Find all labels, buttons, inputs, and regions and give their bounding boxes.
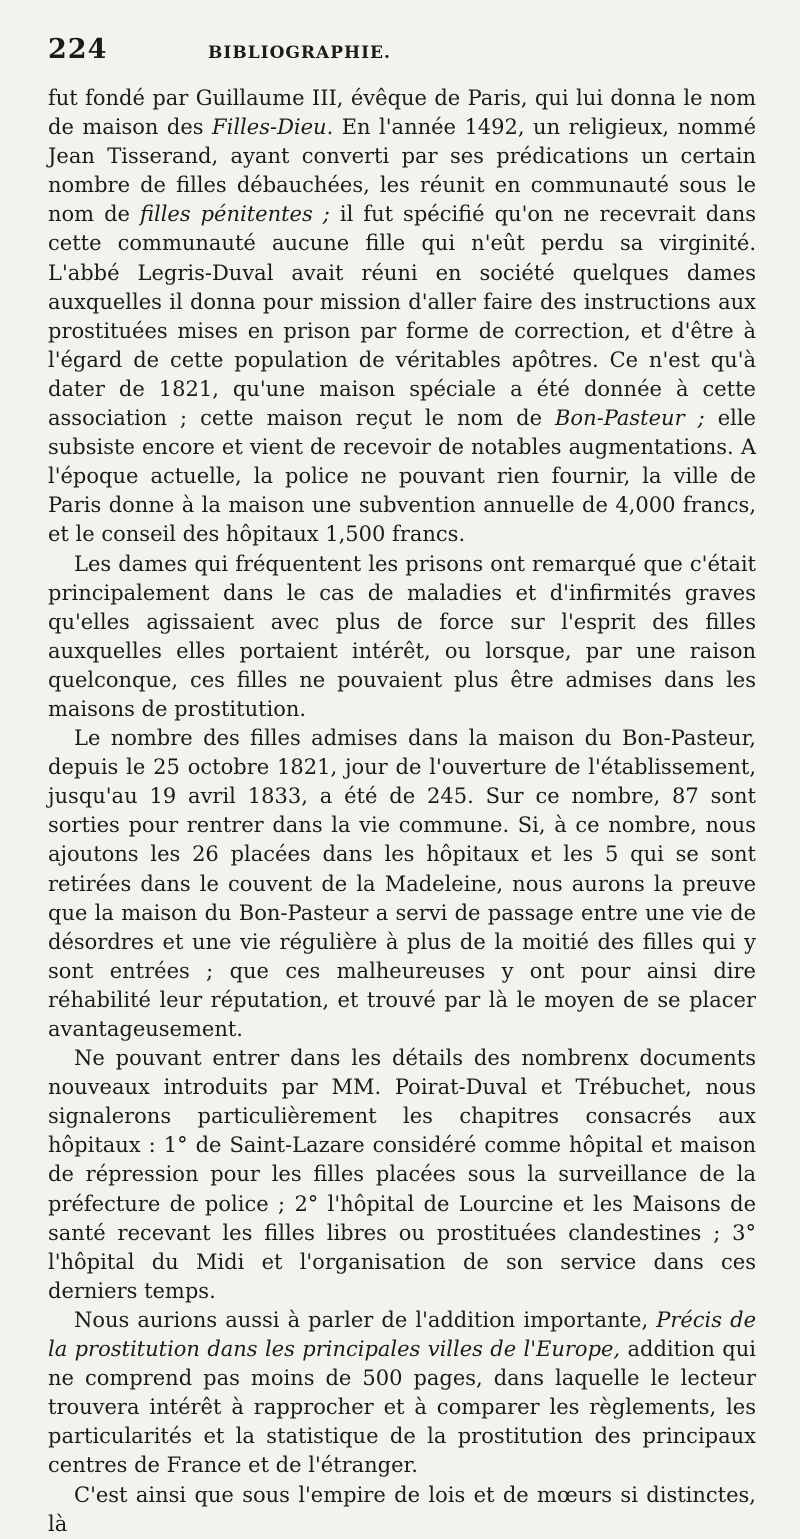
- paragraph-4: [48, 1044, 756, 1306]
- page-number: 224: [48, 34, 108, 65]
- paragraph-1: [48, 84, 756, 550]
- body-text: [48, 84, 756, 1539]
- paragraph-5: [48, 1306, 756, 1481]
- text-run: En l'année 1492, un religieux, nommé Jean Tisserand, ayant converti par ses prédications un certain nombre de filles débauchées, les réunit en communauté sous le nom de: [48, 115, 756, 227]
- italic-text: Précis de la prostitution dans les principales villes de l'Europe,: [48, 1307, 756, 1362]
- paragraph-3: [48, 724, 756, 1044]
- paragraph-6: [48, 1481, 756, 1539]
- text-run: Le nombre des filles admises dans la maison du Bon-Pasteur, depuis le 25 octobre 1821, jour de l'ouverture de l'établissement, jusqu'au 19 avril 1833, a été de 245. Sur ce nombre, 87 sont sorties pour rentrer dans la vie commune. Si, à ce nombre, nous ajoutons les 26 placées dans les hôpitaux et les 5 qui se sont retirées dans le couvent de la Madeleine, nous aurons la preuve que la maison du Bon-Pasteur a servi de passage entre une vie de désordres et une vie régulière à plus de la moitié des filles qui y sont entrées ; que ces malheureuses y ont pour ainsi dire réhabilité leur réputation, et trouvé par là le moyen de se placer avantageusement.: [48, 726, 756, 1041]
- text-run: il fut spécifié qu'on ne recevrait dans cette communauté aucune fille qui n'eût perdu sa virginité. L'abbé Legris-Duval avait réuni en société quelques dames auxquelles il donna pour mission d'aller faire des instructions aux prostituées mises en prison par forme de correction, et d'être à l'égard de cette population de véritables apôtres. Ce n'est qu'à dater de 1821, qu'une maison spéciale a été donnée à cette association ; cette maison reçut le nom de: [48, 202, 756, 431]
- page-header: [48, 34, 756, 80]
- text-run: Ne pouvant entrer dans les détails des nombrenx documents nouveaux introduits par MM. Poirat-Duval et Trébuchet, nous signalerons particulièrement les chapitres consacrés aux hôpitaux : 1° de Saint-Lazare considéré comme hôpital et maison de répression pour les filles placées sous la surveillance de la préfecture de police ; 2° l'hôpital de Lourcine et les Maisons de santé recevant les filles libres ou prostituées clandestines ; 3° l'hôpital du Midi et l'organisation de son service dans ces derniers temps.: [48, 1046, 756, 1303]
- text-run: Nous aurions aussi à parler de l'addition importante,: [74, 1307, 657, 1332]
- italic-text: filles pénitentes ;: [139, 202, 330, 227]
- italic-text: Bon-Pasteur ;: [555, 406, 705, 431]
- text-run: addition qui ne comprend pas moins de 500 pages, dans laquelle le lecteur trouvera intérêt à rapprocher et à comparer les règlements, les particularités et la statistique de la prostitution des principaux centres de France et de l'étranger.: [48, 1337, 756, 1478]
- running-head: BIBLIOGRAPHIE.: [208, 43, 391, 63]
- text-run: C'est ainsi que sous l'empire de lois et de mœurs si distinctes, là: [48, 1482, 756, 1536]
- paragraph-2: [48, 550, 756, 725]
- italic-text: Filles-Dieu.: [212, 115, 334, 140]
- text-run: Les dames qui fréquentent les prisons ont remarqué que c'était principalement dans le cas de maladies et d'infirmités graves qu'elles agissaient avec plus de force sur l'esprit des filles auxquelles elles portaient intérêt, ou lorsque, par une raison quelconque, ces filles ne pouvaient plus être admises dans les maisons de prostitution.: [48, 551, 756, 721]
- text-run: fut fondé par Guillaume III, évêque de Paris, qui lui donna le nom de maison des: [48, 86, 756, 140]
- text-run: elle subsiste encore et vient de recevoir de notables augmentations. A l'époque actuelle, la police ne pouvant rien fournir, la ville de Paris donne à la maison une subvention annuelle de 4,000 francs, et le conseil des hôpitaux 1,500 francs.: [48, 406, 756, 547]
